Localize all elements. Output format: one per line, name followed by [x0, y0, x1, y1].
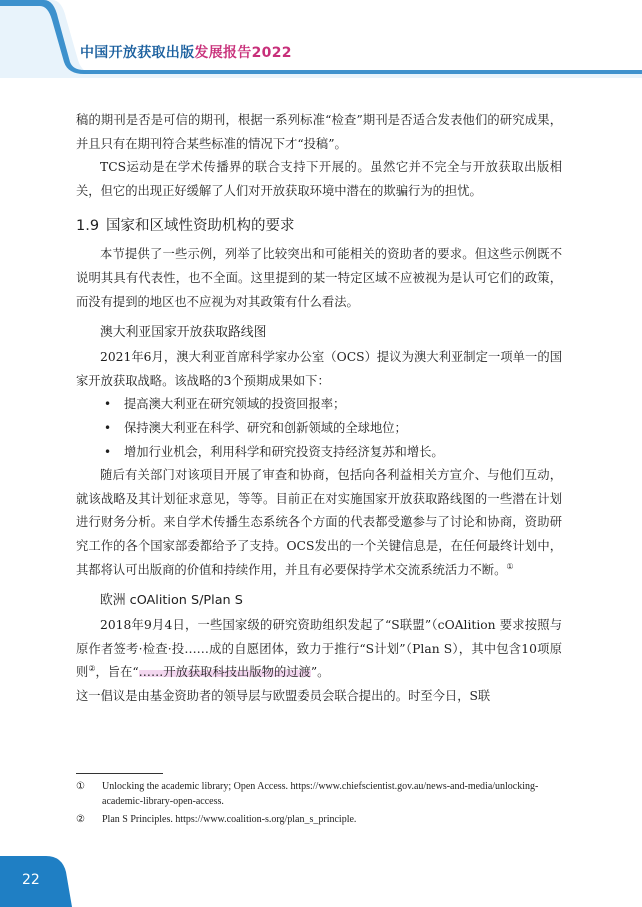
footnote-divider [76, 773, 163, 774]
footnote-ref-1[interactable]: ① [506, 561, 514, 571]
list-item: • 提高澳大利亚在研究领域的投资回报率； [76, 393, 562, 417]
footnotes [76, 773, 562, 832]
footnote-ref-2[interactable]: ② [88, 664, 96, 674]
intro-paragraph-2: TCS运动是在学术传播界的联合支持下开展的。虽然它并不完全与开放获取出版相关，但它的出现正好缓解了人们对开放获取环境中潜在的欺骗行为的担忧。 [76, 160, 562, 198]
section-title: 国家和区域性资助机构的要求 [106, 218, 295, 235]
australia-outcomes-list [76, 393, 562, 464]
footnote-mark: ② [76, 814, 85, 825]
section-intro-paragraph: 本节提供了一些示例，列举了比较突出和可能相关的资助者的要求。但这些示例既不说明其具有代表性，也不全面。这里提到的某一特定区域不应被视为是认可它们的政策，而没有提到的地区也不应视为对其政策有什么看法。 [76, 247, 562, 309]
section-number: 1.9 [76, 218, 100, 235]
section-heading [76, 215, 562, 237]
header-title: 中国开放获取出版发展报告2022 [80, 45, 292, 61]
footnote-text[interactable]: Unlocking the academic library; Open Access. https://www.chiefscientist.gov.au/news-and-media/unlocking-academic-library-open-access. [102, 781, 539, 807]
europe-paragraph: 2018年9月4日，一些国家级的研究资助组织发起了“S联盟”（cOAlition 要求按照与原作者签考·检查·投……成的自愿团体，致力于推行“S计划”（Plan S），其中包含10项原则②，旨在“……开放获取科技出版物的过渡”。 [76, 618, 562, 680]
australia-paragraph-2: 随后有关部门对该项目开展了审查和协商，包括向各利益相关方宣介、与他们互动，就该战略及其计划征求意见，等等。目前正在对实施国家开放获取路线图的一些潜在计划进行财务分析。来自学术传播生态系统各个方面的代表都受邀参与了讨论和协商，资助研究工作的各个国家部委都给予了支持。OCS发出的一个关键信息是，在任何最终计划中，其都将认可出版商的价值和持续作用，并且有必要保持学术交流系统活力不断。① [76, 468, 562, 577]
australia-heading: 澳大利亚国家开放获取路线图 [100, 325, 267, 341]
highlighted-text: ……开放获取科技出版物的过渡 [138, 665, 311, 680]
europe-heading: 欧洲 cOAlition S/Plan S [100, 593, 243, 609]
australia-paragraph-1: 2021年6月，澳大利亚首席科学家办公室（OCS）提议为澳大利亚制定一项单一的国家开放获取战略。该战略的3个预期成果如下： [76, 350, 562, 388]
header-decoration [0, 0, 642, 78]
footnote-mark: ① [76, 781, 85, 792]
footnote-text[interactable]: Plan S Principles. https://www.coalition-s.org/plan_s_principle. [102, 814, 357, 825]
page-header [0, 0, 642, 78]
europe-paragraph-continued: 这一倡议是由基金资助者的领导层与欧盟委员会联合提出的。时至今日，S联 [76, 688, 491, 703]
intro-paragraph-1: 稿的期刊是否是可信的期刊，根据一系列标准“检查”期刊是否适合发表他们的研究成果，并且只有在期刊符合某些标准的情况下才“投稿”。 [76, 113, 562, 151]
list-item: • 增加行业机会，利用科学和研究投资支持经济复苏和增长。 [76, 441, 562, 465]
page-body [76, 109, 562, 708]
footnote-2 [76, 813, 562, 828]
page-number: 22 [22, 872, 40, 888]
list-item: • 保持澳大利亚在科学、研究和创新领域的全球地位； [76, 417, 562, 441]
footnote-1 [76, 780, 562, 809]
